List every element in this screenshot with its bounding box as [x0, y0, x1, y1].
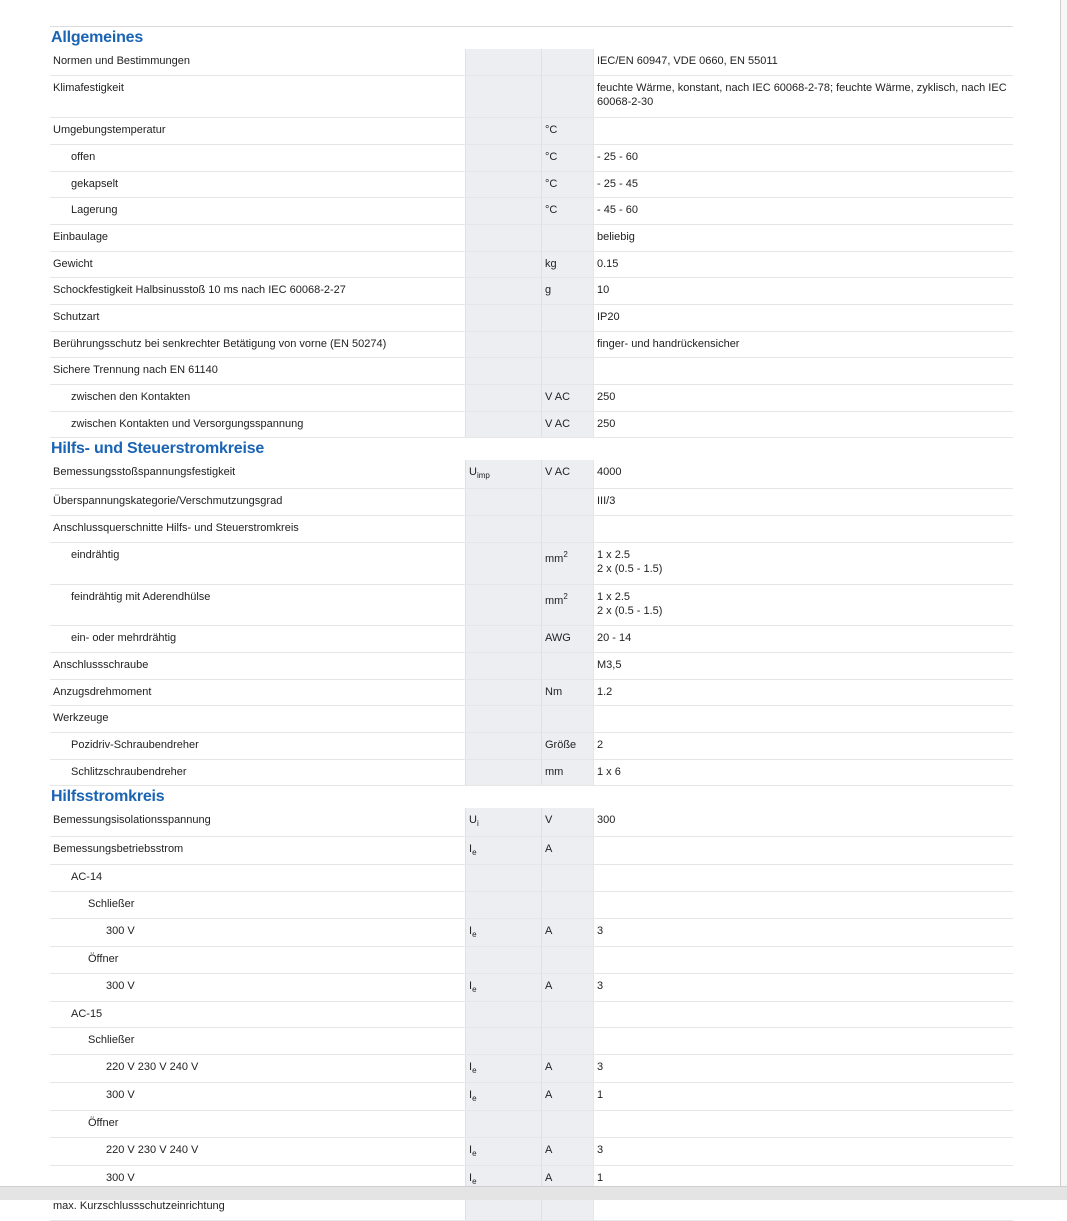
spec-symbol: [465, 892, 541, 918]
spec-value: [593, 358, 1013, 384]
spec-label: Schlitzschraubendreher: [71, 766, 187, 778]
spec-unit: [541, 1138, 593, 1165]
spec-unit: [541, 460, 593, 488]
symbol-letter: I: [469, 980, 473, 992]
spec-symbol: [465, 412, 541, 437]
sections-container: [50, 27, 1013, 1221]
spec-unit: [541, 489, 593, 515]
spec-symbol: [465, 305, 541, 331]
spec-row: [50, 198, 1013, 225]
spec-symbol: [465, 626, 541, 652]
spec-label: eindrähtig: [71, 549, 120, 561]
spec-label: Bemessungsisolationsspannung: [53, 814, 211, 826]
spec-unit: [541, 974, 593, 1001]
spec-value: 3: [593, 974, 1013, 1001]
spec-symbol: [465, 118, 541, 144]
spec-symbol: [465, 385, 541, 411]
unit-text: Größe: [545, 739, 577, 751]
spec-symbol: [465, 733, 541, 759]
unit-text: A: [545, 925, 553, 937]
spec-symbol: [465, 974, 541, 1001]
spec-row: [50, 358, 1013, 385]
spec-row: [50, 489, 1013, 516]
spec-row: [50, 974, 1013, 1002]
unit-text: A: [545, 980, 553, 992]
spec-row: [50, 585, 1013, 626]
spec-label: 300 V: [106, 925, 135, 937]
spec-value: 1 x 2.5 2 x (0.5 - 1.5): [593, 585, 1013, 625]
spec-symbol: [465, 172, 541, 197]
spec-unit: [541, 947, 593, 973]
unit-superscript: 2: [563, 550, 568, 559]
symbol-subscript: e: [472, 1066, 477, 1075]
spec-value: - 25 - 60: [593, 145, 1013, 171]
symbol-subscript: e: [472, 930, 477, 939]
spec-unit: [541, 252, 593, 277]
datasheet: [50, 0, 1013, 1221]
spec-symbol: [465, 278, 541, 304]
spec-unit: [541, 653, 593, 679]
spec-label: feindrähtig mit Aderendhülse: [71, 591, 211, 603]
spec-label: Anschlussschraube: [53, 659, 149, 671]
symbol-subscript: i: [476, 819, 479, 828]
spec-label: Berührungsschutz bei senkrechter Betätigung von vorne (EN 50274): [53, 338, 387, 350]
spec-unit: [541, 626, 593, 652]
spec-unit: [541, 760, 593, 785]
spec-label: zwischen den Kontakten: [71, 391, 191, 403]
section-title: Allgemeines: [51, 29, 144, 46]
spec-row: [50, 252, 1013, 278]
spec-unit: [541, 680, 593, 705]
spec-symbol: [465, 837, 541, 864]
symbol-subscript: e: [472, 848, 477, 857]
spec-row: [50, 1028, 1013, 1055]
unit-text: A: [545, 1144, 553, 1156]
spec-value: 0.15: [593, 252, 1013, 277]
spec-row: [50, 892, 1013, 919]
unit-text: A: [545, 1061, 553, 1073]
spec-label: offen: [71, 151, 96, 163]
spec-label: 220 V 230 V 240 V: [106, 1144, 199, 1156]
spec-label: Klimafestigkeit: [53, 82, 124, 94]
spec-label: Einbaulage: [53, 231, 109, 243]
spec-unit: [541, 733, 593, 759]
spec-unit: [541, 516, 593, 542]
spec-value: 1: [593, 1166, 1013, 1193]
spec-value: beliebig: [593, 225, 1013, 251]
spec-value: [593, 706, 1013, 732]
spec-row: [50, 837, 1013, 865]
spec-label: 300 V: [106, 1089, 135, 1101]
spec-value: 250: [593, 385, 1013, 411]
spec-row: [50, 760, 1013, 786]
spec-symbol: [465, 252, 541, 277]
spec-row: [50, 1111, 1013, 1138]
spec-row: [50, 680, 1013, 706]
spec-value: 2: [593, 733, 1013, 759]
spec-unit: [541, 76, 593, 117]
spec-unit: [541, 385, 593, 411]
spec-unit: [541, 919, 593, 946]
spec-label: Pozidriv-Schraubendreher: [71, 739, 199, 751]
unit-text: A: [545, 843, 553, 855]
unit-text: V AC: [545, 418, 571, 430]
spec-row: [50, 1055, 1013, 1083]
symbol-letter: U: [469, 814, 477, 826]
symbol-letter: U: [469, 466, 477, 478]
spec-label: Bemessungsbetriebsstrom: [53, 843, 184, 855]
spec-value: feuchte Wärme, konstant, nach IEC 60068-2-78; feuchte Wärme, zyklisch, nach IEC 60068-2-30: [593, 76, 1013, 117]
spec-unit: [541, 118, 593, 144]
spec-symbol: [465, 808, 541, 836]
unit-text: mm: [545, 766, 564, 778]
unit-text: °C: [545, 204, 558, 216]
spec-unit: [541, 225, 593, 251]
spec-label: 220 V 230 V 240 V: [106, 1061, 199, 1073]
spec-label: Werkzeuge: [53, 712, 109, 724]
spec-value: 1 x 2.5 2 x (0.5 - 1.5): [593, 543, 1013, 584]
spec-symbol: [465, 1055, 541, 1082]
spec-label: Öffner: [88, 1117, 119, 1129]
spec-label: Sichere Trennung nach EN 61140: [53, 364, 218, 376]
spec-row: [50, 305, 1013, 332]
spec-label: Öffner: [88, 953, 119, 965]
unit-text: mm: [545, 595, 564, 607]
symbol-subscript: e: [472, 1177, 477, 1186]
symbol-subscript: e: [472, 985, 477, 994]
spec-value: [593, 1111, 1013, 1137]
spec-value: 20 - 14: [593, 626, 1013, 652]
spec-value: 3: [593, 1055, 1013, 1082]
window-bottom-bar: [0, 1186, 1067, 1200]
spec-label: Anzugsdrehmoment: [53, 686, 152, 698]
spec-row: [50, 626, 1013, 653]
spec-value: [593, 118, 1013, 144]
spec-label: Gewicht: [53, 258, 93, 270]
spec-unit: [541, 358, 593, 384]
spec-label: ein- oder mehrdrähtig: [71, 632, 177, 644]
spec-symbol: [465, 332, 541, 357]
top-divider: [50, 0, 1013, 27]
spec-row: [50, 118, 1013, 145]
spec-value: M3,5: [593, 653, 1013, 679]
spec-unit: [541, 1002, 593, 1027]
spec-value: 250: [593, 412, 1013, 437]
spec-row: [50, 460, 1013, 489]
symbol-letter: I: [469, 843, 473, 855]
spec-unit: [541, 585, 593, 625]
unit-text: AWG: [545, 632, 571, 644]
spec-symbol: [465, 49, 541, 75]
spec-row: [50, 706, 1013, 733]
spec-label: Bemessungsstoßspannungsfestigkeit: [53, 466, 236, 478]
spec-label: gekapselt: [71, 178, 119, 190]
section-title: Hilfsstromkreis: [51, 788, 165, 805]
symbol-letter: I: [469, 1061, 473, 1073]
symbol-letter: I: [469, 925, 473, 937]
spec-unit: [541, 1028, 593, 1054]
symbol-subscript: e: [472, 1149, 477, 1158]
spec-symbol: [465, 1002, 541, 1027]
spec-unit: [541, 1111, 593, 1137]
spec-row: [50, 76, 1013, 118]
spec-label: 300 V: [106, 980, 135, 992]
spec-row: [50, 332, 1013, 358]
spec-symbol: [465, 706, 541, 732]
spec-unit: [541, 145, 593, 171]
spec-value: [593, 1002, 1013, 1027]
spec-row: [50, 412, 1013, 438]
spec-unit: [541, 1083, 593, 1110]
symbol-letter: I: [469, 1144, 473, 1156]
spec-symbol: [465, 865, 541, 891]
unit-text: V AC: [545, 391, 571, 403]
spec-value: 10: [593, 278, 1013, 304]
spec-value: 3: [593, 1138, 1013, 1165]
spec-unit: [541, 412, 593, 437]
spec-value: - 45 - 60: [593, 198, 1013, 224]
spec-row: [50, 145, 1013, 172]
spec-value: - 25 - 45: [593, 172, 1013, 197]
spec-label: max. Kurzschlussschutzeinrichtung: [53, 1200, 225, 1212]
spec-symbol: [465, 489, 541, 515]
spec-symbol: [465, 198, 541, 224]
spec-label: Überspannungskategorie/Verschmutzungsgrad: [53, 495, 283, 507]
symbol-letter: I: [469, 1089, 473, 1101]
spec-unit: [541, 892, 593, 918]
spec-label: Schließer: [88, 1034, 135, 1046]
spec-value: [593, 947, 1013, 973]
spec-label: AC-15: [71, 1008, 103, 1020]
spec-symbol: [465, 543, 541, 584]
spec-symbol: [465, 225, 541, 251]
spec-value: 300: [593, 808, 1013, 836]
unit-text: mm: [545, 553, 564, 565]
spec-unit: [541, 332, 593, 357]
spec-value: 1 x 6: [593, 760, 1013, 785]
spec-unit: [541, 706, 593, 732]
spec-label: zwischen Kontakten und Versorgungsspannung: [71, 418, 304, 430]
spec-symbol: [465, 460, 541, 488]
spec-unit: [541, 837, 593, 864]
spec-symbol: [465, 947, 541, 973]
spec-unit: [541, 1055, 593, 1082]
symbol-subscript: e: [472, 1094, 477, 1103]
spec-row: [50, 225, 1013, 252]
unit-text: °C: [545, 151, 558, 163]
unit-text: V AC: [545, 466, 571, 478]
spec-row: [50, 49, 1013, 76]
spec-row: [50, 543, 1013, 585]
spec-row: [50, 653, 1013, 680]
spec-symbol: [465, 76, 541, 117]
spec-symbol: [465, 1083, 541, 1110]
spec-label: Schutzart: [53, 311, 100, 323]
spec-symbol: [465, 680, 541, 705]
spec-symbol: [465, 1138, 541, 1165]
spec-value: [593, 1028, 1013, 1054]
spec-value: [593, 892, 1013, 918]
spec-row: [50, 947, 1013, 974]
spec-label: Anschlussquerschnitte Hilfs- und Steuerstromkreis: [53, 522, 299, 534]
spec-value: [593, 837, 1013, 864]
spec-row: [50, 1138, 1013, 1166]
spec-symbol: [465, 358, 541, 384]
spec-value: [593, 865, 1013, 891]
spec-value: 3: [593, 919, 1013, 946]
spec-symbol: [465, 760, 541, 785]
spec-row: [50, 172, 1013, 198]
unit-superscript: 2: [563, 592, 568, 601]
spec-symbol: [465, 1111, 541, 1137]
spec-value: finger- und handrückensicher: [593, 332, 1013, 357]
spec-row: [50, 385, 1013, 412]
spec-value: 4000: [593, 460, 1013, 488]
spec-unit: [541, 49, 593, 75]
spec-symbol: [465, 653, 541, 679]
spec-unit: [541, 278, 593, 304]
spec-symbol: [465, 145, 541, 171]
spec-value: III/3: [593, 489, 1013, 515]
unit-text: Nm: [545, 686, 563, 698]
spec-row: [50, 919, 1013, 947]
symbol-subscript: imp: [476, 471, 490, 480]
spec-row: [50, 278, 1013, 305]
section-title: Hilfs- und Steuerstromkreise: [51, 440, 265, 457]
spec-label: Schließer: [88, 898, 135, 910]
spec-value: [593, 516, 1013, 542]
spec-row: [50, 808, 1013, 837]
spec-label: Schockfestigkeit Halbsinusstoß 10 ms nach IEC 60068-2-27: [53, 284, 346, 296]
unit-text: A: [545, 1172, 553, 1184]
spec-label: AC-14: [71, 871, 103, 883]
spec-value: IP20: [593, 305, 1013, 331]
spec-symbol: [465, 1028, 541, 1054]
spec-symbol: [465, 919, 541, 946]
symbol-letter: I: [469, 1172, 473, 1184]
spec-row: [50, 516, 1013, 543]
spec-label: 300 V: [106, 1172, 135, 1184]
spec-value: 1.2: [593, 680, 1013, 705]
spec-unit: [541, 865, 593, 891]
spec-unit: [541, 543, 593, 584]
spec-row: [50, 733, 1013, 760]
spec-value: 1: [593, 1083, 1013, 1110]
unit-text: kg: [545, 258, 557, 270]
spec-label: Normen und Bestimmungen: [53, 55, 190, 67]
spec-symbol: [465, 585, 541, 625]
spec-label: Lagerung: [71, 204, 118, 216]
spec-unit: [541, 172, 593, 197]
spec-row: [50, 865, 1013, 892]
spec-symbol: [465, 516, 541, 542]
spec-value: IEC/EN 60947, VDE 0660, EN 55011: [593, 49, 1013, 75]
window-right-edge: [1060, 0, 1067, 1200]
spec-unit: [541, 808, 593, 836]
spec-label: Umgebungstemperatur: [53, 124, 166, 136]
unit-text: °C: [545, 124, 558, 136]
spec-row: [50, 1083, 1013, 1111]
spec-row: [50, 1002, 1013, 1028]
unit-text: g: [545, 284, 552, 296]
unit-text: V: [545, 814, 553, 826]
unit-text: °C: [545, 178, 558, 190]
spec-unit: [541, 305, 593, 331]
spec-unit: [541, 198, 593, 224]
unit-text: A: [545, 1089, 553, 1101]
